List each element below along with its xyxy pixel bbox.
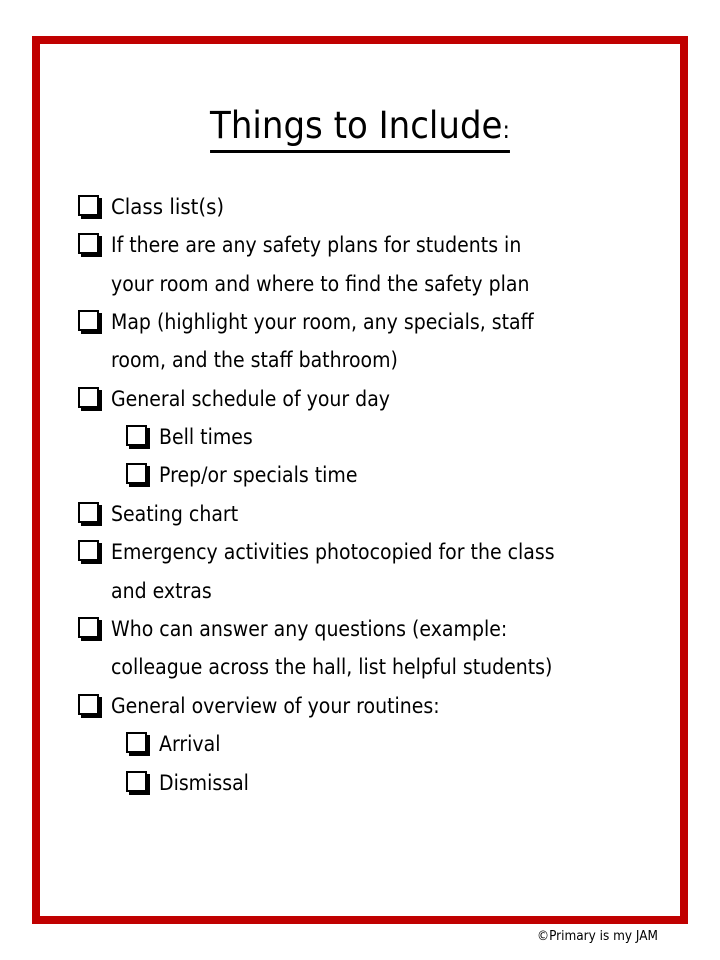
copyright-footer: ©Primary is my JAM	[537, 929, 658, 944]
checkbox-icon[interactable]	[78, 540, 99, 561]
checkbox-icon[interactable]	[78, 502, 99, 523]
checkbox-icon[interactable]	[78, 233, 99, 254]
page-title	[0, 104, 720, 153]
checkbox-icon[interactable]	[78, 617, 99, 638]
checkbox-icon[interactable]	[126, 732, 147, 753]
checkbox-icon[interactable]	[126, 463, 147, 484]
checkbox-icon[interactable]	[78, 195, 99, 216]
checklist-item-text-continued: room, and the staff bathroom)	[111, 348, 398, 373]
title-label: Things to Include	[210, 104, 503, 147]
checklist-item-text: Dismissal	[159, 771, 249, 796]
checklist-item-text: If there are any safety plans for students in	[111, 233, 522, 258]
checkbox-icon[interactable]	[78, 310, 99, 331]
checklist-item-text: Who can answer any questions (example:	[111, 617, 508, 642]
checklist-item-text: General schedule of your day	[111, 387, 390, 412]
checklist-item-text: Map (highlight your room, any specials, staff	[111, 310, 534, 335]
title-colon: :	[502, 116, 510, 144]
checklist-item-text: Emergency activities photocopied for the class	[111, 540, 555, 565]
checklist-item-text: General overview of your routines:	[111, 694, 440, 719]
checklist-item-text-continued: colleague across the hall, list helpful students)	[111, 655, 553, 680]
checklist-item-text-continued: your room and where to find the safety plan	[111, 272, 530, 297]
checkbox-icon[interactable]	[78, 694, 99, 715]
checklist-item-text: Prep/or specials time	[159, 463, 358, 488]
checklist-item-text: Seating chart	[111, 502, 239, 527]
checklist-item-text: Class list(s)	[111, 195, 225, 220]
checklist-item-text: Bell times	[159, 425, 253, 450]
checkbox-icon[interactable]	[78, 387, 99, 408]
page-title-text	[210, 106, 510, 153]
checkbox-icon[interactable]	[126, 771, 147, 792]
checkbox-icon[interactable]	[126, 425, 147, 446]
checklist-item-text-continued: and extras	[111, 579, 212, 604]
checklist-item-text: Arrival	[159, 732, 221, 757]
